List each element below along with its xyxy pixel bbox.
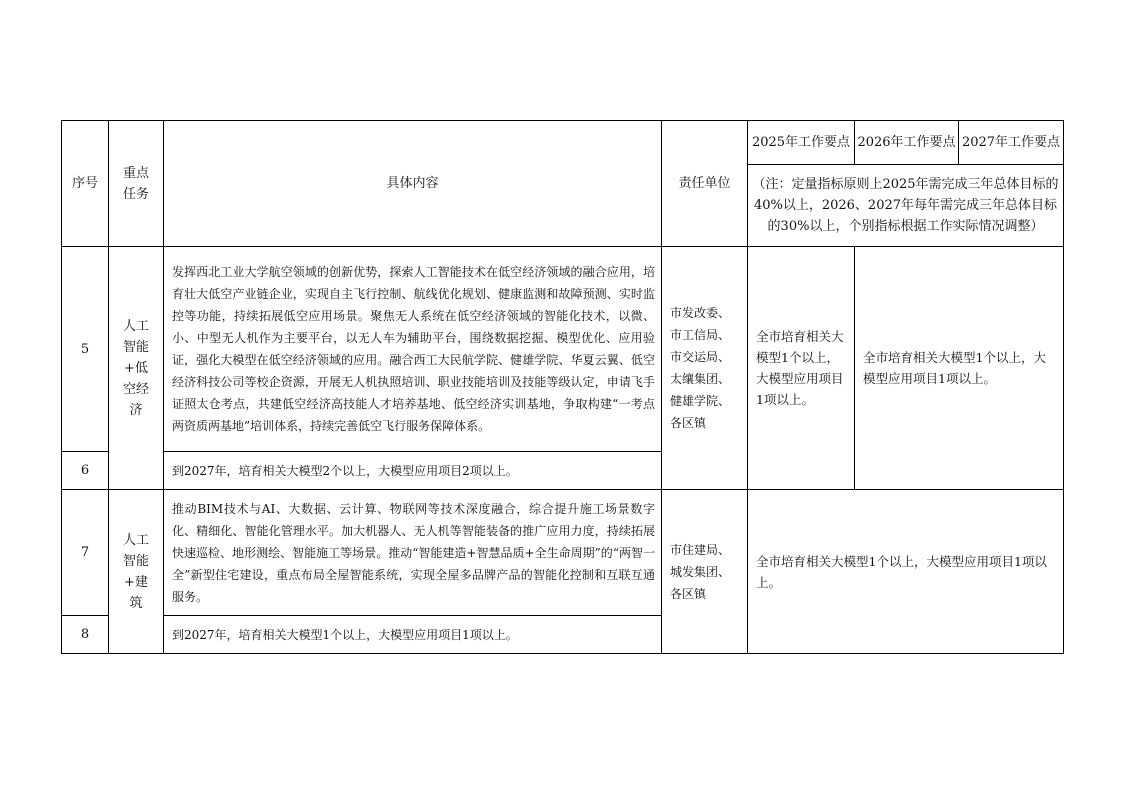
header-task: 重点任务: [109, 121, 164, 247]
row-content: 推动BIM技术与AI、大数据、云计算、物联网等技术深度融合，综合提升施工场景数字化、精细化、智能化管理水平。加大机器人、无人机等智能装备的推广应用力度，持续拓展快速巡检、地形测绘、智能施工等场景。推动“智能建造+智慧品质+全生命周期”的“两智一全”新型住宅建设，重点布局全屋智能系统，实现全屋多品牌产品的智能化控制和互联互通服务。: [164, 490, 662, 616]
row-content: 到2027年，培育相关大模型1个以上，大模型应用项目1项以上。: [164, 616, 662, 654]
row-target-all-years: 全市培育相关大模型1个以上，大模型应用项目1项以上。: [748, 490, 1064, 654]
row-unit: 市发改委、市工信局、市交运局、太𬙋集团、健雄学院、各区镇: [662, 247, 748, 490]
header-content: 具体内容: [164, 121, 662, 247]
row-content: 发挥西北工业大学航空领域的创新优势，探索人工智能技术在低空经济领域的融合应用，培育壮大低空产业链企业，实现自主飞行控制、航线优化规划、健康监测和故障预测、实时监控等功能，持续拓展低空应用场景。聚焦无人系统在低空经济领域的智能化技术，以微、小、中型无人机作为主要平台，以无人车为辅助平台，围绕数据挖掘、模型优化、应用验证，强化大模型在低空经济领域的应用。融合西工大民航学院、健雄学院、华夏云翼、低空经济科技公司等校企资源，开展无人机执照培训、职业技能培训及技能等级认定，申请飞手证照太仓考点，共建低空经济高技能人才培养基地、低空经济实训基地，争取构建“一考点两资质两基地”培训体系，持续完善低空飞行服务保障体系。: [164, 247, 662, 452]
row-unit: 市住建局、城发集团、各区镇: [662, 490, 748, 654]
row-task: 人工智能+建筑: [109, 490, 164, 654]
row-seq: 8: [62, 616, 109, 654]
row-target-2026-2027: 全市培育相关大模型1个以上，大模型应用项目1项以上。: [855, 247, 1064, 490]
header-note: （注：定量指标原则上2025年需完成三年总体目标的40%以上，2026、2027年每年需完成三年总体目标的30%以上，个别指标根据工作实际情况调整）: [748, 165, 1064, 247]
header-row-top: [62, 121, 1064, 165]
header-year-2026: 2026年工作要点: [855, 121, 959, 165]
row-seq: 7: [62, 490, 109, 616]
row-content: 到2027年，培育相关大模型2个以上，大模型应用项目2项以上。: [164, 452, 662, 490]
header-year-2027: 2027年工作要点: [959, 121, 1064, 165]
row-task: 人工智能+低空经济: [109, 247, 164, 490]
row-target-2025: 全市培育相关大模型1个以上，大模型应用项目1项以上。: [748, 247, 855, 490]
row-seq: 6: [62, 452, 109, 490]
header-seq: 序号: [62, 121, 109, 247]
work-plan-table: [61, 120, 1064, 654]
header-unit: 责任单位: [662, 121, 748, 247]
table-row: [62, 247, 1064, 452]
header-year-2025: 2025年工作要点: [748, 121, 855, 165]
row-seq: 5: [62, 247, 109, 452]
table-row: [62, 490, 1064, 616]
